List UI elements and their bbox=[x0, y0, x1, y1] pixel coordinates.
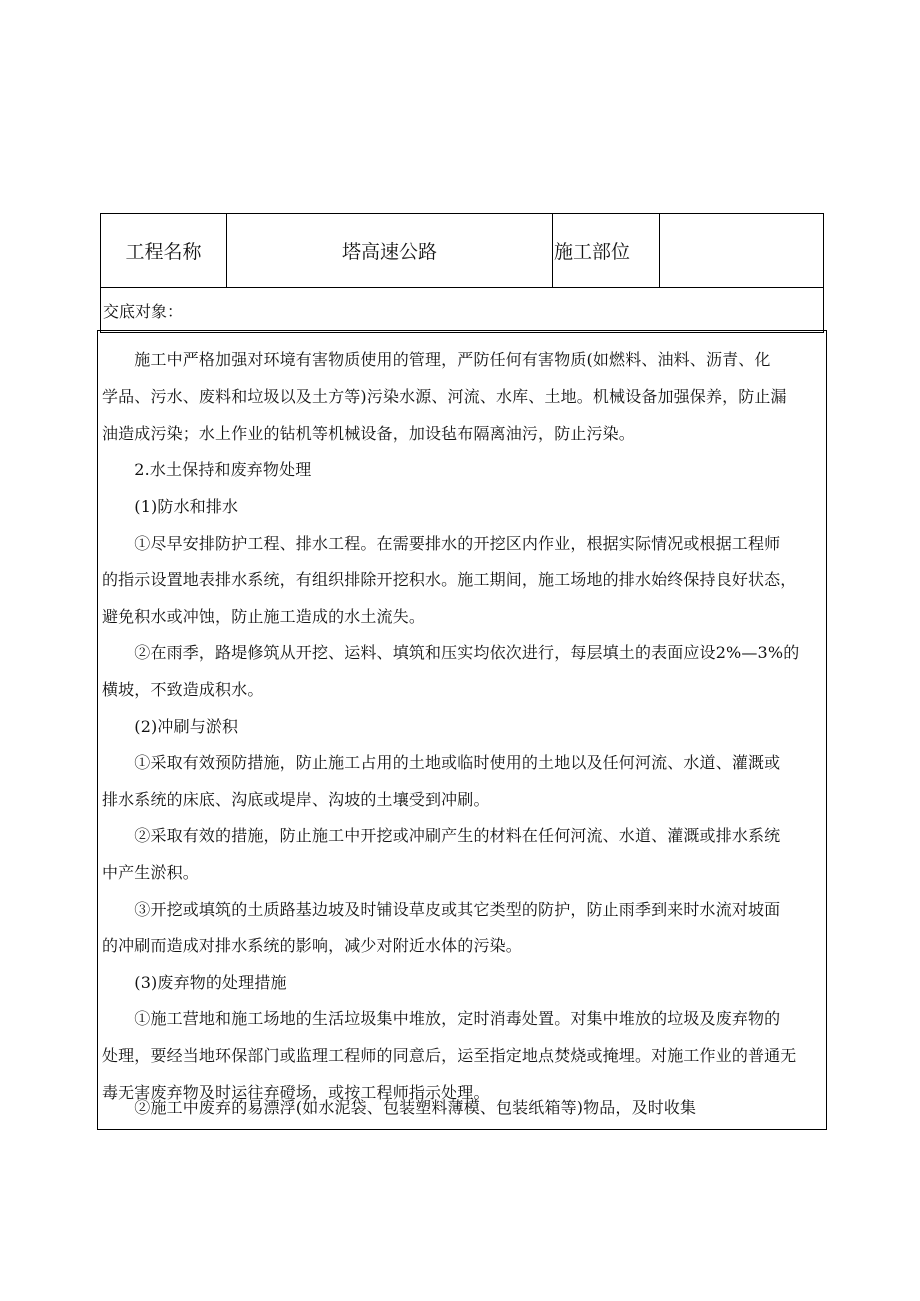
location-value bbox=[660, 214, 823, 287]
content-line: 的指示设置地表排水系统，有组织排除开挖积水。施工期间，施工场地的排水始终保持良好状态， bbox=[102, 570, 797, 589]
content-line: 处理，要经当地环保部门或监理工程师的同意后，运至指定地点焚烧或掩埋。对施工作业的普通无 bbox=[102, 1046, 797, 1065]
content-line: 学品、污水、废料和垃圾以及土方等)污染水源、河流、水库、土地。机械设备加强保养，防止漏 bbox=[102, 387, 787, 406]
subsection-heading: (3)废弃物的处理措施 bbox=[102, 973, 287, 992]
section-heading: 2.水土保持和废弃物处理 bbox=[102, 460, 312, 479]
content-line: 排水系统的床底、沟底或堤岸、沟坡的土壤受到冲刷。 bbox=[102, 790, 490, 809]
content-line: ②采取有效的措施，防止施工中开挖或冲刷产生的材料在任何河流、水道、灌溉或排水系统 bbox=[102, 826, 781, 845]
content-line: ②在雨季，路堤修筑从开挖、运料、填筑和压实均依次进行，每层填土的表面应设2%—3%的 bbox=[102, 643, 800, 662]
content-line: ①采取有效预防措施，防止施工占用的土地或临时使用的土地以及任何河流、水道、灌溉或 bbox=[102, 753, 781, 772]
content-line: ③开挖或填筑的土质路基边坡及时铺设草皮或其它类型的防护，防止雨季到来时水流对坡面 bbox=[102, 900, 781, 919]
header-table bbox=[100, 213, 824, 333]
location-label: 施工部位 bbox=[553, 214, 660, 287]
content-line: 中产生淤积。 bbox=[102, 863, 199, 882]
content-line: 施工中严格加强对环境有害物质使用的管理，严防任何有害物质(如燃料、油料、沥青、化 bbox=[102, 350, 771, 369]
content-line: 油造成污染；水上作业的钻机等机械设备，加设毡布隔离油污，防止污染。 bbox=[102, 424, 635, 443]
content-line: 毒无害废弃物及时运往弃磴场，或按工程师指示处理。 bbox=[102, 1083, 490, 1102]
project-name-value: 塔高速公路 bbox=[227, 214, 553, 287]
project-name-label: 工程名称 bbox=[101, 214, 227, 287]
content-line: ①施工营地和施工场地的生活垃圾集中堆放，定时消毒处置。对集中堆放的垃圾及废弃物的 bbox=[102, 1009, 781, 1028]
content-line: ②施工中废弃的易漂浮(如水泥袋、包装塑料薄模、包装纸箱等)物品，及时收集 bbox=[102, 1098, 697, 1117]
header-row bbox=[101, 214, 823, 288]
subsection-heading: (2)冲刷与淤积 bbox=[102, 717, 239, 736]
content-line: 避免积水或冲蚀，防止施工造成的水土流失。 bbox=[102, 607, 426, 626]
subsection-heading: (1)防水和排水 bbox=[102, 497, 239, 516]
content-line: 的冲刷而造成对排水系统的影响，减少对附近水体的污染。 bbox=[102, 936, 522, 955]
content-box bbox=[97, 330, 827, 1130]
content-line: ①尽早安排防护工程、排水工程。在需要排水的开挖区内作业，根据实际情况或根据工程师 bbox=[102, 534, 781, 553]
recipient-label: 交底对象： bbox=[103, 302, 184, 321]
content-line: 横坡，不致造成积水。 bbox=[102, 680, 264, 699]
